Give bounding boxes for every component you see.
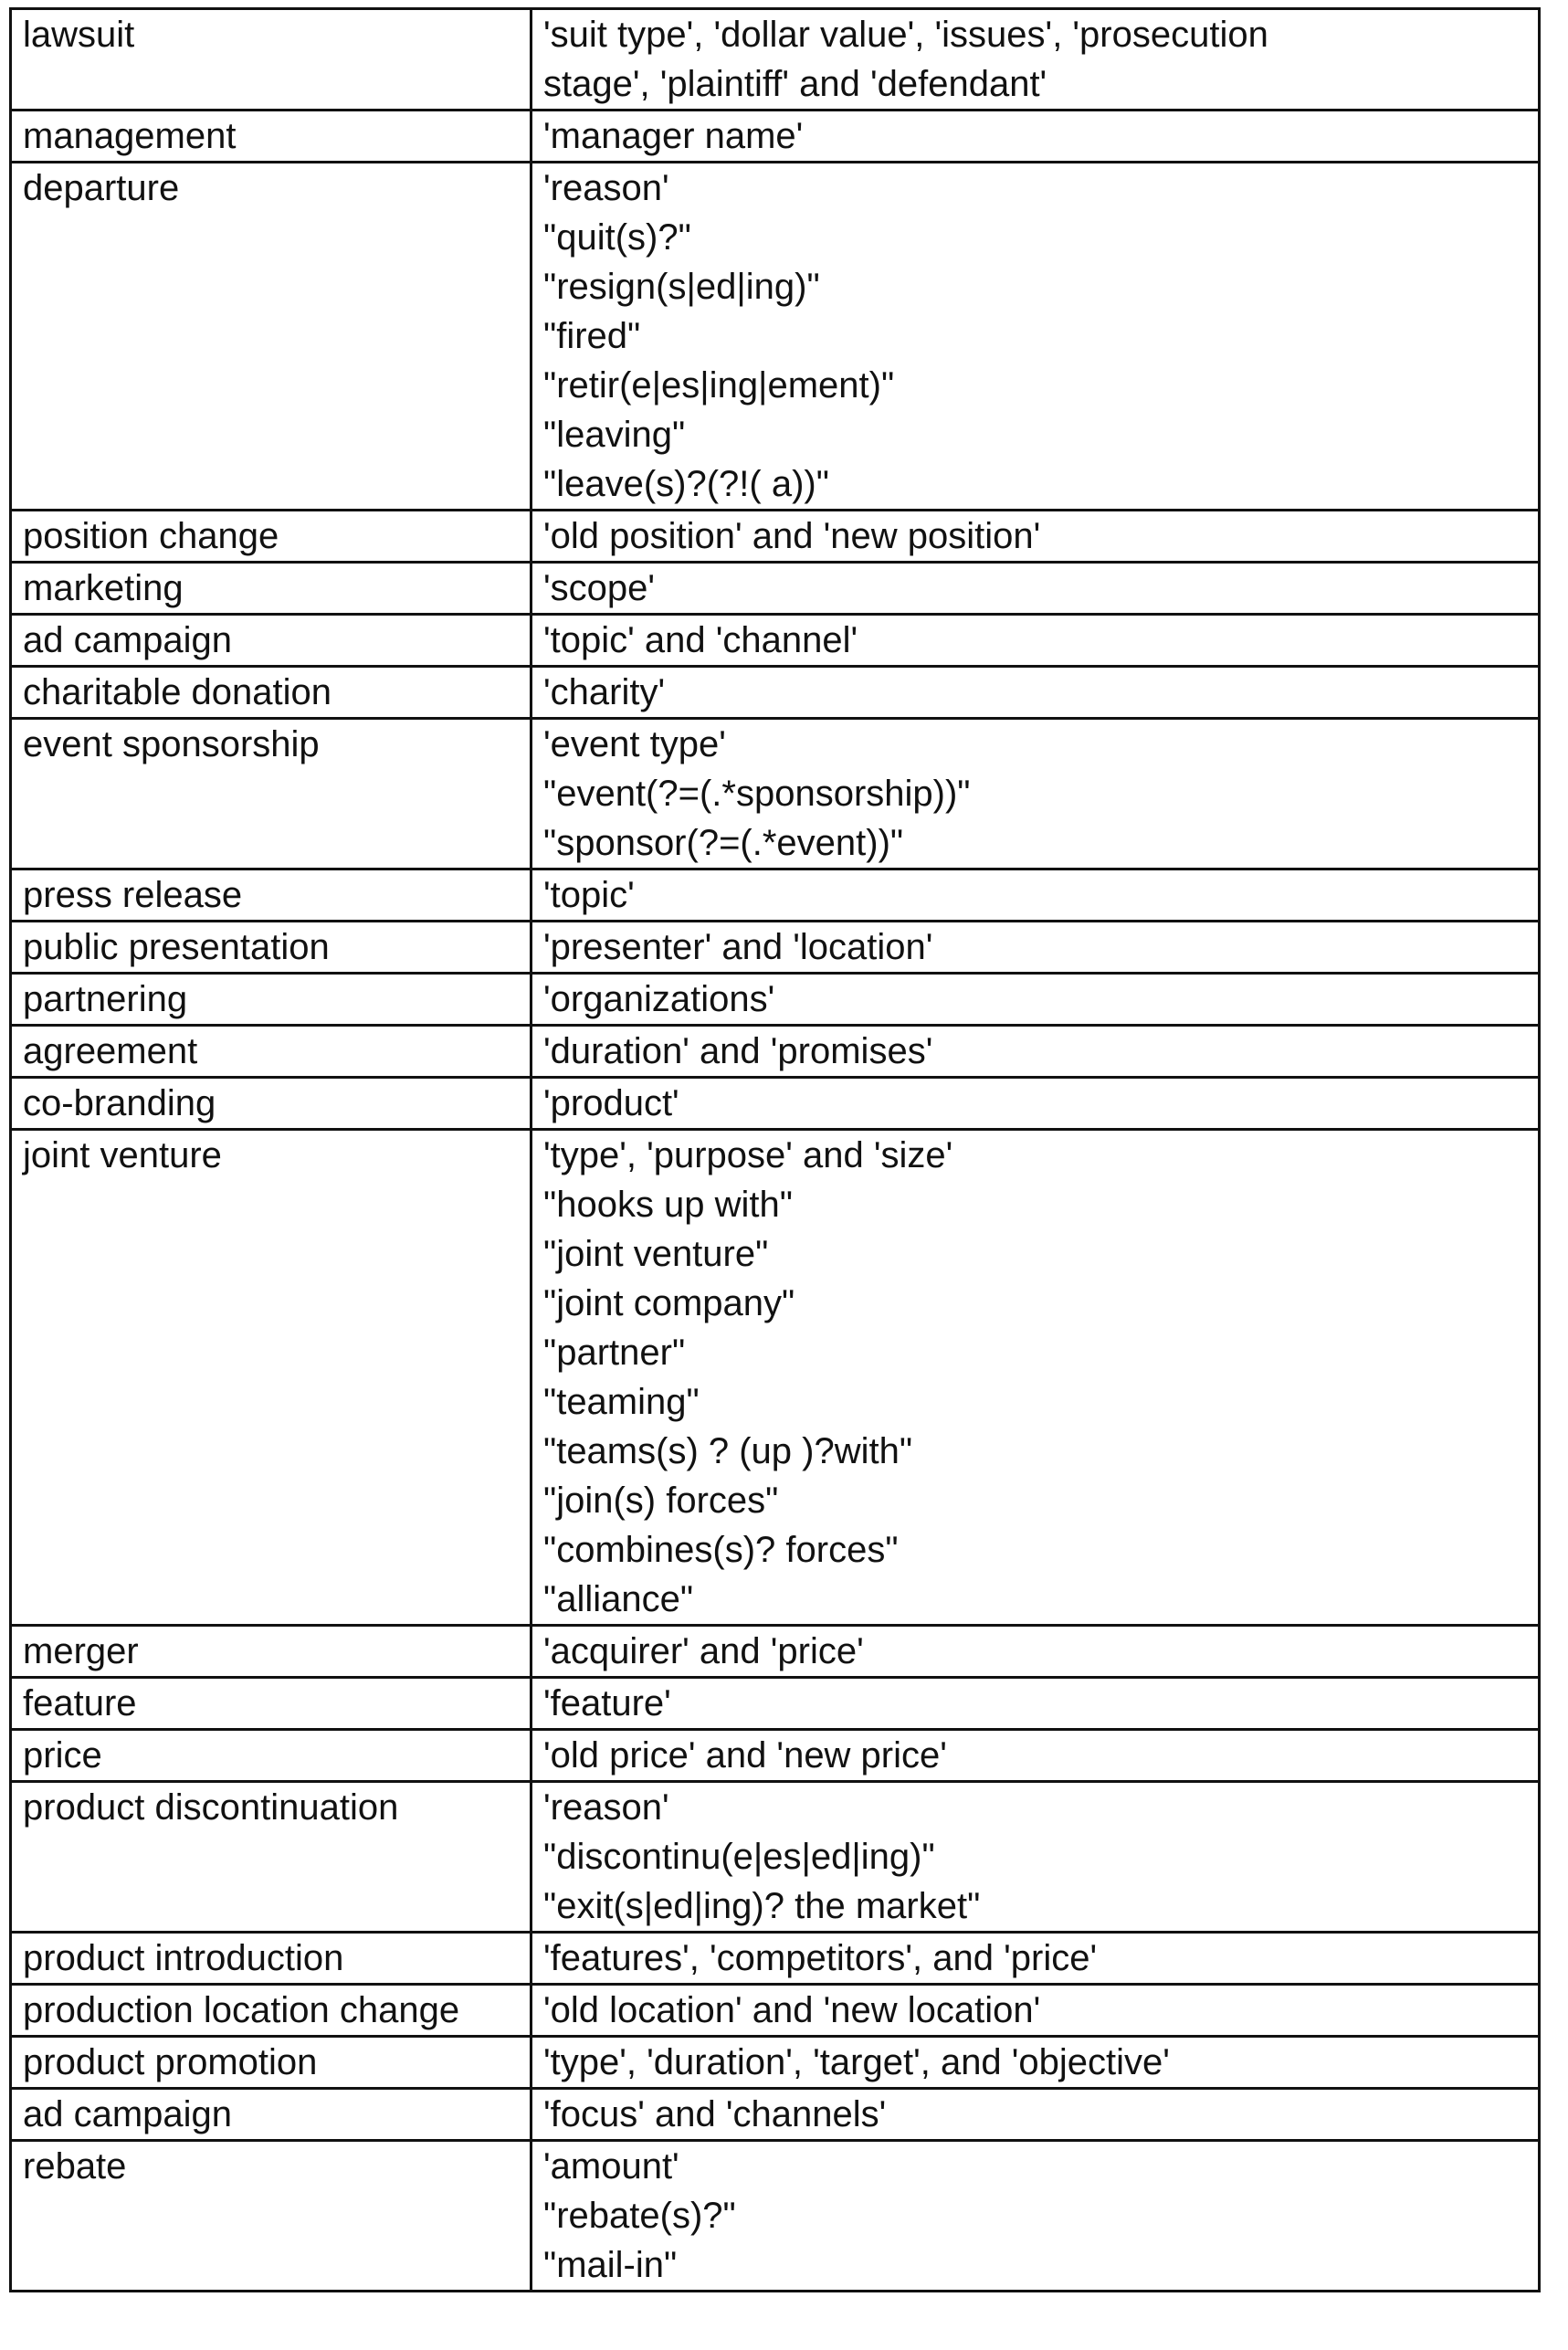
table-row [11, 2037, 1540, 2089]
attributes-cell [531, 1626, 1540, 1678]
attributes-cell [531, 1933, 1540, 1985]
attributes-cell [531, 9, 1540, 111]
attributes-cell [531, 974, 1540, 1026]
table-row [11, 563, 1540, 615]
attribute-line: 'old position' and 'new position' [543, 516, 1041, 556]
table-row [11, 1078, 1540, 1130]
event-type-cell: press release [11, 869, 531, 922]
table-row [11, 2089, 1540, 2141]
event-type-cell: product introduction [11, 1933, 531, 1985]
attribute-line: "hooks up with" [543, 1185, 793, 1225]
attribute-line: 'old location' and 'new location' [543, 1990, 1041, 2030]
attribute-line: "joint venture" [543, 1234, 769, 1274]
attributes-cell [531, 1026, 1540, 1078]
table-row [11, 9, 1540, 111]
attribute-line: "discontinu(e|es|ed|ing)" [543, 1837, 935, 1877]
attributes-cell [531, 1078, 1540, 1130]
attribute-line: 'reason' [543, 168, 669, 208]
attributes-cell [531, 1985, 1540, 2037]
attribute-line: 'manager name' [543, 116, 804, 156]
attribute-line: "exit(s|ed|ing)? the market" [543, 1886, 981, 1926]
attributes-cell [531, 922, 1540, 974]
attribute-line: 'topic' and 'channel' [543, 620, 858, 660]
attribute-line: "teaming" [543, 1382, 700, 1422]
attribute-line: "quit(s)?" [543, 217, 691, 258]
attributes-cell [531, 719, 1540, 869]
attributes-cell [531, 2141, 1540, 2292]
event-type-cell: merger [11, 1626, 531, 1678]
attribute-line: "leaving" [543, 415, 686, 455]
table-row [11, 1933, 1540, 1985]
table-body [11, 9, 1540, 2292]
attributes-cell [531, 615, 1540, 667]
table-row [11, 922, 1540, 974]
attribute-line: "leave(s)?(?!( a))" [543, 464, 829, 504]
table-row [11, 667, 1540, 719]
attribute-line: 'acquirer' and 'price' [543, 1631, 864, 1671]
attributes-cell [531, 563, 1540, 615]
event-type-cell: joint venture [11, 1130, 531, 1626]
attribute-line: 'product' [543, 1083, 679, 1123]
attribute-line: 'old price' and 'new price' [543, 1735, 947, 1776]
attribute-line: 'suit type', 'dollar value', 'issues', 'prosecution [543, 15, 1268, 55]
table-row [11, 719, 1540, 869]
attribute-line: 'focus' and 'channels' [543, 2094, 887, 2134]
attribute-line: "sponsor(?=(.*event))" [543, 823, 904, 863]
table-row [11, 615, 1540, 667]
attribute-line: "resign(s|ed|ing)" [543, 267, 820, 307]
event-type-cell: product discontinuation [11, 1782, 531, 1933]
event-type-cell: agreement [11, 1026, 531, 1078]
attributes-cell [531, 1782, 1540, 1933]
table-row [11, 1130, 1540, 1626]
table-row [11, 1678, 1540, 1730]
table-row [11, 1626, 1540, 1678]
table-row [11, 974, 1540, 1026]
event-type-cell: feature [11, 1678, 531, 1730]
attributes-cell [531, 667, 1540, 719]
attribute-line: 'features', 'competitors', and 'price' [543, 1938, 1098, 1978]
event-type-cell: position change [11, 511, 531, 563]
attribute-line: "joint company" [543, 1283, 795, 1323]
event-type-cell: partnering [11, 974, 531, 1026]
attribute-line: 'duration' and 'promises' [543, 1031, 933, 1071]
attribute-line: 'scope' [543, 568, 656, 608]
attributes-cell [531, 1678, 1540, 1730]
attribute-line: 'reason' [543, 1787, 669, 1828]
attribute-line: 'type', 'purpose' and 'size' [543, 1135, 953, 1175]
event-attribute-table [9, 7, 1541, 2292]
attribute-line: "alliance" [543, 1579, 694, 1619]
event-type-cell: co-branding [11, 1078, 531, 1130]
event-type-cell: product promotion [11, 2037, 531, 2089]
event-type-cell: production location change [11, 1985, 531, 2037]
table-row [11, 1782, 1540, 1933]
attributes-cell [531, 111, 1540, 163]
table-row [11, 869, 1540, 922]
event-type-cell: public presentation [11, 922, 531, 974]
table-row [11, 1026, 1540, 1078]
event-type-cell: lawsuit [11, 9, 531, 111]
attributes-cell [531, 2037, 1540, 2089]
table-row [11, 2141, 1540, 2292]
attribute-line: "mail-in" [543, 2245, 678, 2285]
attributes-cell [531, 2089, 1540, 2141]
table-row [11, 163, 1540, 511]
event-type-cell: rebate [11, 2141, 531, 2292]
table-row [11, 1985, 1540, 2037]
attribute-line: "fired" [543, 316, 641, 356]
attributes-cell [531, 1730, 1540, 1782]
event-type-cell: event sponsorship [11, 719, 531, 869]
event-type-cell: charitable donation [11, 667, 531, 719]
event-type-cell: management [11, 111, 531, 163]
attribute-line: 'type', 'duration', 'target', and 'objective' [543, 2042, 1170, 2082]
event-type-cell: ad campaign [11, 2089, 531, 2141]
attribute-line: 'amount' [543, 2146, 679, 2187]
attributes-cell [531, 163, 1540, 511]
attribute-line: "teams(s) ? (up )?with" [543, 1431, 913, 1471]
table-row [11, 1730, 1540, 1782]
attribute-line: stage', 'plaintiff' and 'defendant' [543, 64, 1047, 104]
attributes-cell [531, 511, 1540, 563]
event-type-cell: departure [11, 163, 531, 511]
attributes-cell [531, 1130, 1540, 1626]
attribute-line: "partner" [543, 1333, 686, 1373]
attribute-line: 'presenter' and 'location' [543, 927, 933, 967]
attribute-line: "combines(s)? forces" [543, 1530, 899, 1570]
event-type-cell: marketing [11, 563, 531, 615]
attribute-line: 'charity' [543, 672, 666, 712]
attribute-line: "event(?=(.*sponsorship))" [543, 774, 971, 814]
attribute-line: 'feature' [543, 1683, 671, 1723]
event-type-cell: price [11, 1730, 531, 1782]
attribute-line: 'event type' [543, 724, 726, 764]
attribute-line: 'organizations' [543, 979, 775, 1019]
attribute-line: 'topic' [543, 875, 635, 915]
table-row [11, 511, 1540, 563]
table-row [11, 111, 1540, 163]
attributes-cell [531, 869, 1540, 922]
attribute-line: "rebate(s)?" [543, 2196, 736, 2236]
event-type-cell: ad campaign [11, 615, 531, 667]
attribute-line: "retir(e|es|ing|ement)" [543, 365, 895, 406]
attribute-line: "join(s) forces" [543, 1481, 779, 1521]
